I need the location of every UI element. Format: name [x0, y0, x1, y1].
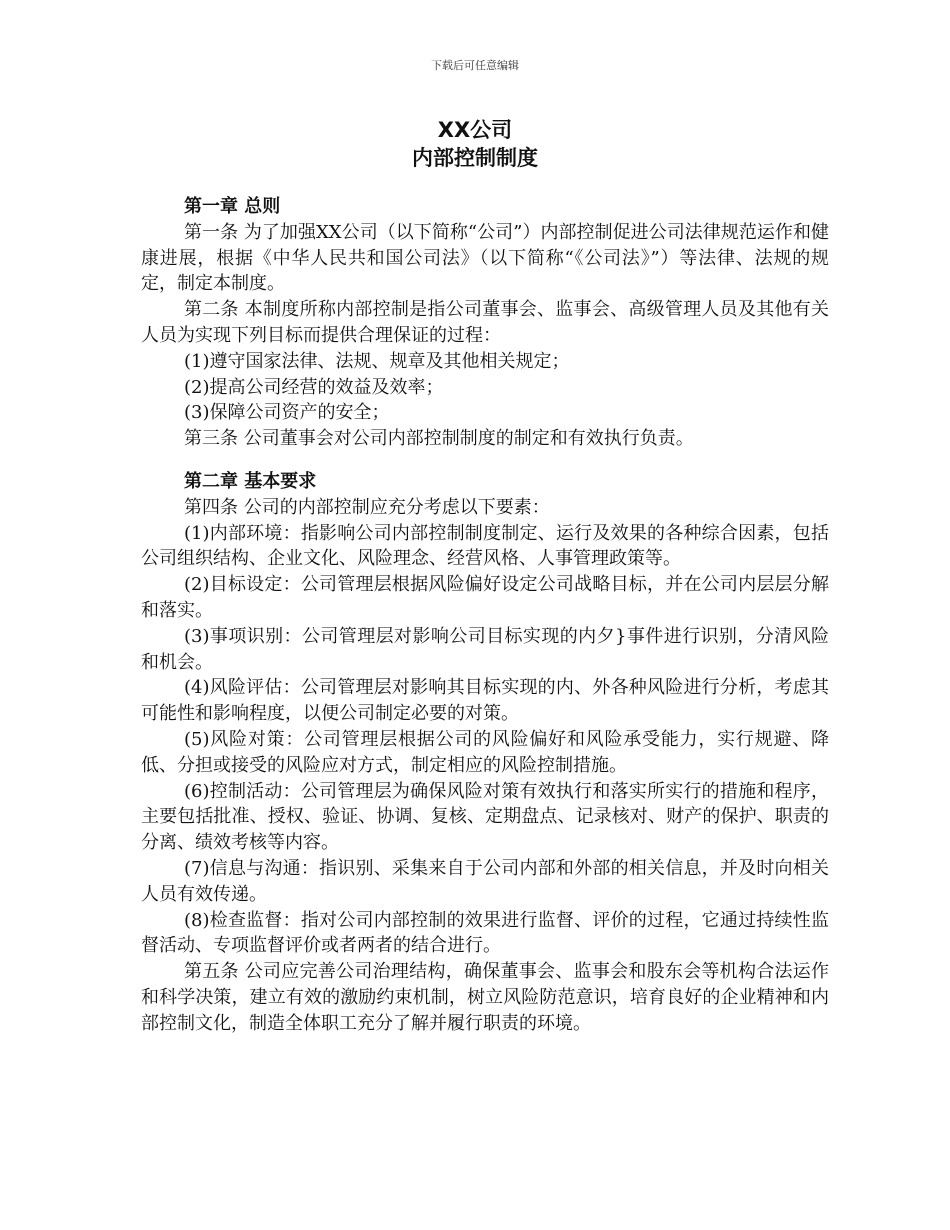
title-company: XX公司	[437, 118, 513, 142]
list-item: (3)事项识别：公司管理层对影响公司目标实现的内夕}事件进行识别，分清风险和机会。	[141, 625, 829, 673]
article-2: 第二条 本制度所称内部控制是指公司董事会、监事会、高级管理人员及其他有关人员为实现下列目标而提供合理保证的过程：	[141, 299, 829, 346]
chapter-2	[141, 469, 829, 1037]
chapter-heading: 第二章 基本要求	[184, 470, 317, 492]
list-item: (1)内部环境：指影响公司内部控制制度制定、运行及效果的各种综合因素，包括公司组织结构、企业文化、风险理念、经营风格、人事管理政策等。	[141, 522, 829, 570]
title-document-name: 内部控制制度	[412, 146, 538, 170]
list-item: (4)风险评估：公司管理层对影响其目标实现的内、外各种风险进行分析，考虑其可能性和影响程度，以便公司制定必要的对策。	[141, 677, 829, 725]
article-3: 第三条 公司董事会对公司内部控制制度的制定和有效执行负责。	[184, 428, 694, 450]
chapter-1	[141, 194, 829, 452]
list-item: (7)信息与沟通：指识别、采集来自于公司内部和外部的相关信息，并及时向相关人员有效传递。	[141, 857, 829, 905]
document-body	[141, 194, 829, 1037]
article-1: 第一条 为了加强XX公司（以下简称“公司”）内部控制促进公司法律规范运作和健康进展，根据《中华人民共和国公司法》（以下简称“《公司法》”）等法律、法规的规定，制定本制度。	[141, 221, 829, 295]
list-item: (3)保障公司资产的安全；	[184, 402, 390, 424]
header-note: 下载后可任意编辑	[431, 59, 519, 72]
chapter-heading: 第一章 总则	[184, 196, 281, 217]
document-title	[0, 116, 950, 172]
list-item: (2)目标设定：公司管理层根据风险偏好设定公司战略目标，并在公司内层层分解和落实。	[141, 574, 829, 621]
list-item: (1)遵守国家法律、法规、规章及其他相关规定；	[184, 350, 570, 372]
list-item: (5)风险对策：公司管理层根据公司的风险偏好和风险承受能力，实行规避、降低、分担或接受的风险应对方式，制定相应的风险控制措施。	[141, 728, 829, 776]
article-4: 第四条 公司的内部控制应充分考虑以下要素：	[184, 496, 550, 518]
list-item: (2)提高公司经营的效益及效率；	[184, 376, 444, 398]
list-item: (8)检查监督：指对公司内部控制的效果进行监督、评价的过程，它通过持续性监督活动、专项监督评价或者两者的结合进行。	[141, 909, 829, 957]
article-5: 第五条 公司应完善公司治理结构，确保董事会、监事会和股东会等机构合法运作和科学决策，建立有效的激励约束机制，树立风险防范意识，培育良好的企业精神和内部控制文化，制造全体职工充分了解并履行职责的环境。	[141, 961, 829, 1034]
list-item: (6)控制活动：公司管理层为确保风险对策有效执行和落实所实行的措施和程序，主要包括批准、授权、验证、协调、复核、定期盘点、记录核对、财产的保护、职责的分离、绩效考核等内容。	[141, 780, 829, 854]
